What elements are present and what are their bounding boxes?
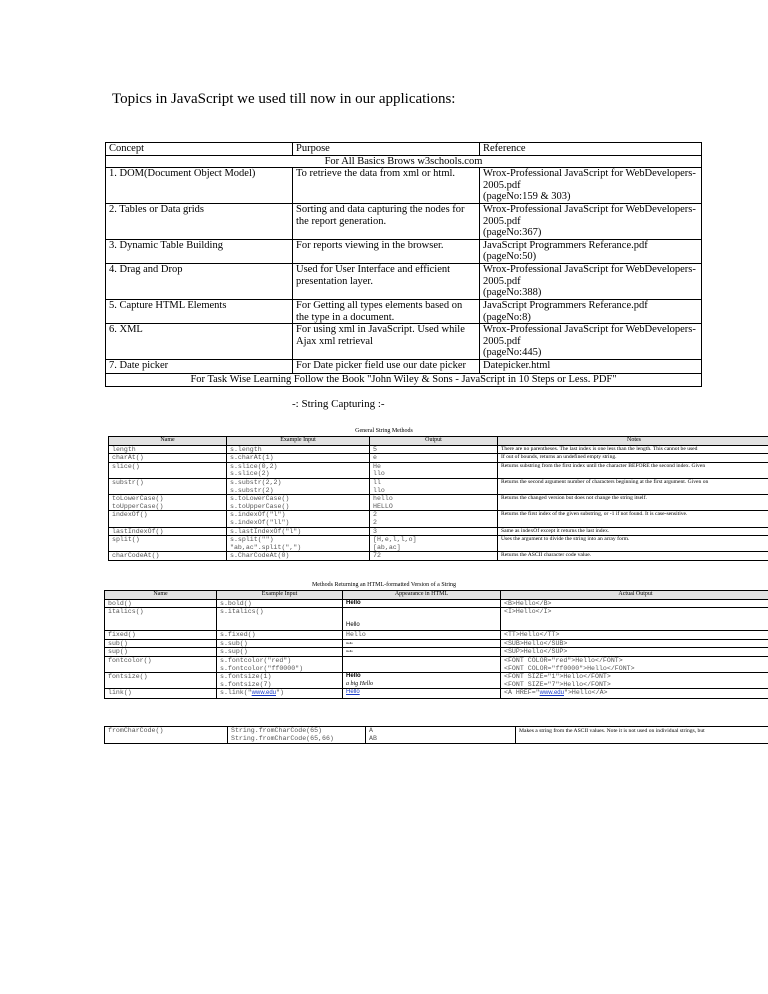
string-header-notes: Notes: [498, 437, 768, 446]
html-header-row: [105, 591, 768, 600]
string-note: If out of bounds, returns an undefined empty string.: [498, 454, 768, 463]
topics-intro-row: [106, 155, 702, 168]
string-output-line: [ab,ac]: [373, 543, 401, 551]
topic-reference: [480, 324, 702, 360]
html-actual-suffix: ">Hello</A>: [563, 689, 608, 697]
html-input: [217, 673, 343, 689]
html-actual-line: <SUB>Hello</SUB>: [504, 639, 568, 647]
topic-reference-line: 2005.pdf: [483, 179, 521, 191]
topics-header-row: [106, 143, 702, 156]
table-row: [106, 299, 702, 323]
string-input-line: s.length: [230, 445, 262, 453]
string-input-line: s.toUpperCase(): [230, 502, 290, 510]
topics-footer: For Task Wise Learning Follow the Book "John Wiley & Sons - JavaScript in 10 Steps or Less. PDF": [106, 374, 702, 387]
html-actual-line: <FONT COLOR="ff0000">Hello</FONT>: [504, 664, 635, 672]
string-output-line: llo: [373, 470, 385, 478]
string-output: [370, 478, 498, 494]
html-input: [217, 689, 343, 699]
html-input-suffix: "): [276, 689, 284, 697]
topic-purpose: For Date picker field use our date picker: [293, 360, 480, 374]
topic-reference-line: (pageNo:445): [483, 347, 542, 359]
topic-purpose: For using xml in JavaScript. Used while Ajax xml retrieval: [293, 324, 480, 360]
topic-reference-line: (pageNo:159 & 303): [483, 191, 571, 203]
string-input: [227, 454, 370, 463]
table-row: [105, 648, 768, 657]
string-header-name: Name: [109, 437, 227, 446]
table-row: [106, 263, 702, 299]
html-actual-prefix: <A HREF=": [504, 689, 540, 697]
section-title: -: String Capturing :-: [292, 398, 385, 410]
string-input: [227, 462, 370, 478]
topic-reference-line: 2005.pdf: [483, 335, 521, 347]
table-row: [109, 454, 768, 463]
string-name: [109, 511, 227, 527]
topic-reference-line: (pageNo:50): [483, 251, 537, 263]
string-output-line: 5: [373, 445, 377, 453]
topic-concept: 6. XML: [106, 324, 293, 360]
string-header-row: [109, 437, 768, 446]
fcc-name: fromCharCode(): [105, 727, 228, 744]
topic-reference-line: Wrox-Professional JavaScript for WebDevelopers-: [483, 168, 696, 180]
string-input-line: s.slice(2): [230, 470, 270, 478]
string-output-line: 72: [373, 552, 381, 560]
topic-reference-line: Wrox-Professional JavaScript for WebDevelopers-: [483, 203, 696, 215]
table-row: [106, 203, 702, 239]
from-char-code-table: [104, 726, 768, 744]
html-appearance: [343, 599, 501, 608]
string-note: Same as indexOf except it returns the last index.: [498, 527, 768, 536]
html-input-line: s.sub(): [220, 639, 248, 647]
table-row: [109, 552, 768, 561]
html-appearance-line[interactable]: Hello: [346, 689, 360, 696]
html-methods-table: [104, 590, 768, 699]
string-name-line: slice(): [112, 462, 140, 470]
table-row: [105, 673, 768, 689]
header-purpose: Purpose: [293, 143, 480, 156]
html-appearance: [343, 689, 501, 699]
string-output-line: hello: [373, 495, 393, 503]
table-row: [106, 168, 702, 204]
table-row: [109, 527, 768, 536]
topic-concept: 4. Drag and Drop: [106, 263, 293, 299]
string-name-line: indexOf(): [112, 511, 148, 519]
html-input: [217, 639, 343, 648]
topic-reference: [480, 360, 702, 374]
html-input: [217, 599, 343, 608]
table-row: [105, 727, 768, 744]
string-output-line: [H,e,l,l,o]: [373, 536, 417, 544]
string-output-line: 2: [373, 518, 377, 526]
html-actual: [501, 631, 768, 640]
string-methods-caption: General String Methods: [355, 428, 413, 434]
string-output: [370, 511, 498, 527]
string-output-line: HELLO: [373, 502, 393, 510]
string-output-line: 2: [373, 511, 377, 519]
html-actual: [501, 689, 768, 699]
string-input-line: s.slice(0,2): [230, 462, 278, 470]
string-input: [227, 527, 370, 536]
string-output: [370, 462, 498, 478]
string-name-line: split(): [112, 536, 140, 544]
string-name-line: charAt(): [112, 454, 144, 462]
html-name: fixed(): [105, 631, 217, 640]
string-output: [370, 454, 498, 463]
topic-reference: [480, 168, 702, 204]
topic-concept: 1. DOM(Document Object Model): [106, 168, 293, 204]
string-name: [109, 536, 227, 552]
string-name-line: charCodeAt(): [112, 552, 160, 560]
topic-concept: 5. Capture HTML Elements: [106, 299, 293, 323]
string-note: Returns the changed version but does not change the string itself.: [498, 495, 768, 511]
topic-purpose: For Getting all types elements based on the type in a document.: [293, 299, 480, 323]
topics-table: [105, 142, 702, 387]
string-header-input: Example Input: [227, 437, 370, 446]
html-input-line: s.italics(): [220, 608, 264, 616]
topic-reference-line: JavaScript Programmers Referance.pdf: [483, 239, 648, 251]
string-note: There are no parentheses. The last index is one less than the length. This cannot be used: [498, 445, 768, 454]
table-row: [106, 324, 702, 360]
html-header-appearance: Appearance in HTML: [343, 591, 501, 600]
html-appearance: [343, 673, 501, 689]
string-note: Uses the argument to divide the string into an array form.: [498, 536, 768, 552]
html-appearance: [343, 639, 501, 648]
topic-reference-line: (pageNo:388): [483, 287, 542, 299]
topic-reference-line: Wrox-Professional JavaScript for WebDevelopers-: [483, 263, 696, 275]
topic-concept: 3. Dynamic Table Building: [106, 239, 293, 263]
html-actual-line: <TT>Hello</TT>: [504, 631, 560, 639]
fcc-output-line: A: [369, 727, 373, 734]
html-appearance: [343, 631, 501, 640]
string-input-line: s.substr(2,2): [230, 478, 282, 486]
string-name: [109, 454, 227, 463]
string-output: [370, 536, 498, 552]
html-input-line: s.fontcolor("red"): [220, 656, 292, 664]
topic-purpose: For reports viewing in the browser.: [293, 239, 480, 263]
topic-reference-line: 2005.pdf: [483, 215, 521, 227]
html-input-line: s.fontcolor("ff0000"): [220, 664, 304, 672]
topics-intro: For All Basics Brows w3schools.com: [106, 155, 702, 168]
html-input-line: s.fontsize(7): [220, 680, 272, 688]
string-input: [227, 552, 370, 561]
string-input-line: s.substr(2): [230, 486, 274, 494]
html-actual-line: <SUP>Hello</SUP>: [504, 648, 568, 656]
html-appearance: [343, 656, 501, 672]
string-note: Returns the first index of the given substring, or -1 if not found. It is case-sensitive.: [498, 511, 768, 527]
table-row: [106, 360, 702, 374]
table-row: [109, 478, 768, 494]
string-input: [227, 495, 370, 511]
topic-reference-line: Wrox-Professional JavaScript for WebDevelopers-: [483, 324, 696, 336]
string-output: [370, 495, 498, 511]
html-input-link[interactable]: www.edu: [251, 690, 277, 697]
html-name: fontcolor(): [105, 656, 217, 672]
fcc-output: [366, 727, 516, 744]
string-output-line: llo: [373, 486, 385, 494]
html-name: sup(): [105, 648, 217, 657]
topic-concept: 7. Date picker: [106, 360, 293, 374]
string-header-output: Output: [370, 437, 498, 446]
html-name: link(): [105, 689, 217, 699]
string-input: [227, 478, 370, 494]
html-input: [217, 631, 343, 640]
html-appearance-line: Hello: [346, 599, 361, 606]
table-row: [109, 462, 768, 478]
html-appearance-line: Hello: [346, 631, 366, 639]
table-row: [106, 239, 702, 263]
string-input: [227, 511, 370, 527]
string-name-line: substr(): [112, 478, 144, 486]
html-appearance-line: Hello: [346, 622, 360, 629]
table-row: [105, 608, 768, 631]
topic-reference-line: (pageNo:367): [483, 227, 542, 239]
html-actual-line: <I>Hello</I>: [504, 608, 552, 616]
html-header-input: Example Input: [217, 591, 343, 600]
html-header-name: Name: [105, 591, 217, 600]
html-actual: [501, 599, 768, 608]
string-name-line: lastIndexOf(): [112, 527, 164, 535]
table-row: [109, 445, 768, 454]
html-input: [217, 656, 343, 672]
string-name-line: length: [112, 445, 136, 453]
html-appearance-line: a big Hello: [346, 680, 373, 687]
html-actual: [501, 608, 768, 631]
html-actual: [501, 639, 768, 648]
table-row: [105, 689, 768, 699]
string-name: [109, 495, 227, 511]
html-name: italics(): [105, 608, 217, 631]
string-input-line: s.CharCodeAt(0): [230, 552, 290, 560]
table-row: [109, 495, 768, 511]
topic-purpose: To retrieve the data from xml or html.: [293, 168, 480, 204]
table-row: [105, 639, 768, 648]
html-name: sub(): [105, 639, 217, 648]
string-input: [227, 536, 370, 552]
fcc-note: Makes a string from the ASCII values. Note it is not used on individual strings, but: [516, 727, 768, 744]
topic-reference: [480, 263, 702, 299]
html-methods-caption: Methods Returning an HTML-formatted Version of a String: [311, 582, 457, 588]
string-output-line: ll: [373, 478, 381, 486]
table-row: [105, 599, 768, 608]
string-note: Returns the second argument number of characters beginning at the first argument. Given on: [498, 478, 768, 494]
string-name-line: toLowerCase(): [112, 495, 164, 503]
string-output: [370, 527, 498, 536]
string-name: [109, 478, 227, 494]
page-title: Topics in JavaScript we used till now in our applications:: [112, 91, 456, 107]
fcc-output-line: AB: [369, 735, 377, 742]
table-row: [109, 511, 768, 527]
html-actual-line: <B>Hello</B>: [504, 599, 552, 607]
string-name: [109, 462, 227, 478]
header-concept: Concept: [106, 143, 293, 156]
topics-footer-row: [106, 374, 702, 387]
html-actual-line: <FONT SIZE="7">Hello</FONT>: [504, 680, 611, 688]
html-actual: [501, 673, 768, 689]
html-appearance: [343, 608, 501, 631]
html-actual-link[interactable]: www.edu: [539, 690, 564, 697]
string-input-line: s.indexOf("l"): [230, 511, 286, 519]
html-appearance-line: Hello: [346, 649, 353, 654]
html-input: [217, 648, 343, 657]
string-name: [109, 552, 227, 561]
html-input-line: s.fixed(): [220, 631, 256, 639]
html-actual-line: <FONT SIZE="1">Hello</FONT>: [504, 673, 611, 681]
html-input-line: s.bold(): [220, 599, 252, 607]
table-row: [105, 656, 768, 672]
string-output-line: He: [373, 462, 381, 470]
html-appearance: [343, 648, 501, 657]
fcc-input: [228, 727, 366, 744]
string-name: [109, 445, 227, 454]
string-input-line: "ab,ac".split(","): [230, 543, 302, 551]
table-row: [105, 631, 768, 640]
string-input-line: s.charAt(1): [230, 454, 274, 462]
topic-reference: [480, 203, 702, 239]
fcc-input-line: String.fromCharCode(65,66): [231, 735, 334, 742]
topic-reference-line: JavaScript Programmers Referance.pdf: [483, 299, 648, 311]
html-input: [217, 608, 343, 631]
topic-reference: [480, 239, 702, 263]
string-input: [227, 445, 370, 454]
string-input-line: s.toLowerCase(): [230, 495, 290, 503]
topic-purpose: Used for User Interface and efficient presentation layer.: [293, 263, 480, 299]
fcc-input-line: String.fromCharCode(65): [231, 727, 323, 734]
html-actual: [501, 648, 768, 657]
html-name: fontsize(): [105, 673, 217, 689]
html-input-prefix: s.link(": [220, 689, 252, 697]
string-note: Returns substring from the first index until the character BEFORE the second index. Given: [498, 462, 768, 478]
string-methods-table: [108, 436, 768, 561]
string-input-line: s.indexOf("ll"): [230, 518, 290, 526]
string-note: Returns the ASCII character code value.: [498, 552, 768, 561]
header-reference: Reference: [480, 143, 702, 156]
topic-reference: [480, 299, 702, 323]
topic-reference-line: 2005.pdf: [483, 275, 521, 287]
string-input-line: s.lastIndexOf("l"): [230, 527, 302, 535]
html-name: bold(): [105, 599, 217, 608]
string-output-line: e: [373, 454, 377, 462]
html-actual-line: <FONT COLOR="red">Hello</FONT>: [504, 656, 623, 664]
html-input-line: s.fontsize(1): [220, 673, 272, 681]
string-output: [370, 552, 498, 561]
string-output: [370, 445, 498, 454]
string-name-line: toUpperCase(): [112, 502, 164, 510]
topic-purpose: Sorting and data capturing the nodes for the report generation.: [293, 203, 480, 239]
html-appearance-line: Hello: [346, 640, 353, 645]
string-input-line: s.split(""): [230, 536, 274, 544]
topic-concept: 2. Tables or Data grids: [106, 203, 293, 239]
table-row: [109, 536, 768, 552]
html-header-actual: Actual Output: [501, 591, 768, 600]
string-name: [109, 527, 227, 536]
topic-reference-line: (pageNo:8): [483, 311, 531, 323]
html-input-line: s.sup(): [220, 648, 248, 656]
string-output-line: 3: [373, 527, 377, 535]
topic-reference-line: Datepicker.html: [483, 360, 551, 372]
html-actual: [501, 656, 768, 672]
html-appearance-line: Hello: [346, 673, 361, 680]
